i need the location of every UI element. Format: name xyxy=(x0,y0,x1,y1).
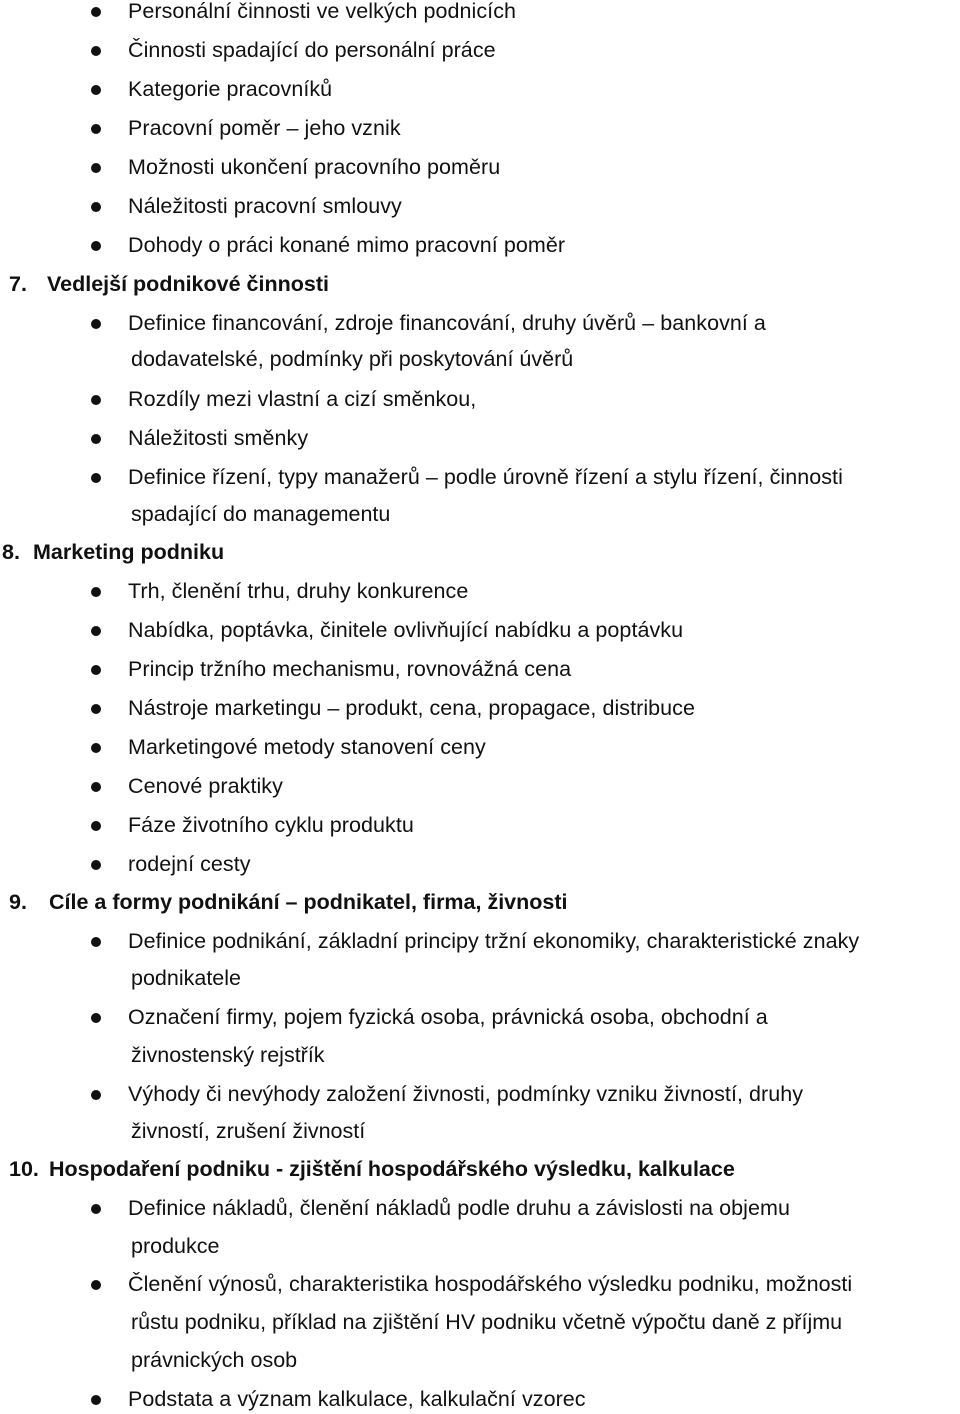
list-item xyxy=(0,771,960,801)
bullet-icon xyxy=(91,46,101,56)
list-item xyxy=(0,1002,960,1032)
section-number: 7. xyxy=(9,272,27,296)
list-item-continuation: právnických osob xyxy=(131,1348,298,1372)
list-item-text: Pracovní poměr – jeho vznik xyxy=(128,116,401,140)
bullet-icon xyxy=(91,1280,101,1290)
bullet-icon xyxy=(91,1204,101,1214)
list-item-text: Definice podnikání, základní principy tržní ekonomiky, charakteristické znaky xyxy=(128,929,860,953)
list-item xyxy=(0,113,960,143)
list-item xyxy=(0,1079,960,1109)
list-item-continuation: živnostenský rejstřík xyxy=(131,1043,325,1067)
list-item xyxy=(0,462,960,492)
bullet-icon xyxy=(91,319,101,329)
bullet-icon xyxy=(91,937,101,947)
list-item-text: Kategorie pracovníků xyxy=(128,77,333,101)
list-item xyxy=(0,732,960,762)
bullet-icon xyxy=(91,124,101,134)
list-item-text: Označení firmy, pojem fyzická osoba, právnická osoba, obchodní a xyxy=(128,1005,768,1029)
list-item-text: Nástroje marketingu – produkt, cena, propagace, distribuce xyxy=(128,696,695,720)
list-item-text: Rozdíly mezi vlastní a cizí směnkou, xyxy=(128,387,477,411)
bullet-icon xyxy=(91,7,101,17)
section-heading: Marketing podniku xyxy=(33,540,225,564)
list-item xyxy=(0,926,960,956)
list-item xyxy=(0,230,960,260)
list-item-text: Marketingové metody stanovení ceny xyxy=(128,735,486,759)
bullet-icon xyxy=(91,202,101,212)
list-item-continuation: spadající do managementu xyxy=(131,502,391,526)
section-number: 9. xyxy=(9,890,27,914)
list-item xyxy=(0,35,960,65)
bullet-icon xyxy=(91,782,101,792)
list-item-text: Definice řízení, typy manažerů – podle úrovně řízení a stylu řízení, činnosti xyxy=(128,465,843,489)
bullet-icon xyxy=(91,1013,101,1023)
list-item-continuation: produkce xyxy=(131,1234,220,1258)
list-item-text: Podstata a význam kalkulace, kalkulační vzorec xyxy=(128,1387,586,1411)
section-heading: Hospodaření podniku - zjištění hospodářského výsledku, kalkulace xyxy=(49,1157,735,1181)
list-item-text: Náležitosti pracovní smlouvy xyxy=(128,194,402,218)
list-item xyxy=(0,191,960,221)
list-item-text: Členění výnosů, charakteristika hospodářského výsledku podniku, možnosti xyxy=(128,1272,853,1296)
list-item-text: Činnosti spadající do personální práce xyxy=(128,38,496,62)
list-item-text: Trh, členění trhu, druhy konkurence xyxy=(128,579,469,603)
list-item xyxy=(0,654,960,684)
list-item-continuation: podnikatele xyxy=(131,966,241,990)
list-item xyxy=(0,576,960,606)
list-item xyxy=(0,74,960,104)
list-item-text: Výhody či nevýhody založení živnosti, podmínky vzniku živností, druhy xyxy=(128,1082,804,1106)
list-item-text: Personální činnosti ve velkých podnicích xyxy=(128,0,517,23)
bullet-icon xyxy=(91,665,101,675)
bullet-icon xyxy=(91,860,101,870)
list-item-text: Fáze životního cyklu produktu xyxy=(128,813,414,837)
list-item xyxy=(0,0,960,26)
list-item-text: Definice financování, zdroje financování, druhy úvěrů – bankovní a xyxy=(128,311,766,335)
bullet-icon xyxy=(91,85,101,95)
section-number: 8. xyxy=(2,540,20,564)
list-item-text: Princip tržního mechanismu, rovnovážná cena xyxy=(128,657,572,681)
list-item xyxy=(0,152,960,182)
bullet-icon xyxy=(91,704,101,714)
list-item xyxy=(0,384,960,414)
bullet-icon xyxy=(91,1090,101,1100)
list-item-continuation: růstu podniku, příklad na zjištění HV podniku včetně výpočtu daně z příjmu xyxy=(131,1310,843,1334)
list-item-text: Náležitosti směnky xyxy=(128,426,309,450)
list-item xyxy=(0,810,960,840)
list-item-continuation: dodavatelské, podmínky při poskytování úvěrů xyxy=(131,347,574,371)
bullet-icon xyxy=(91,743,101,753)
bullet-icon xyxy=(91,395,101,405)
list-item xyxy=(0,693,960,723)
list-item-text: Možnosti ukončení pracovního poměru xyxy=(128,155,501,179)
bullet-icon xyxy=(91,587,101,597)
bullet-icon xyxy=(91,821,101,831)
bullet-icon xyxy=(91,434,101,444)
list-item xyxy=(0,1384,960,1414)
bullet-icon xyxy=(91,241,101,251)
list-item xyxy=(0,615,960,645)
list-item xyxy=(0,1193,960,1223)
list-item-text: Cenové praktiky xyxy=(128,774,283,798)
list-item-continuation: živností, zrušení živností xyxy=(131,1119,366,1143)
list-item xyxy=(0,849,960,879)
list-item-text: Nabídka, poptávka, činitele ovlivňující nabídku a poptávku xyxy=(128,618,684,642)
bullet-icon xyxy=(91,473,101,483)
list-item-text: Dohody o práci konané mimo pracovní poměr xyxy=(128,233,566,257)
section-number: 10. xyxy=(9,1157,39,1181)
list-item xyxy=(0,423,960,453)
bullet-icon xyxy=(91,626,101,636)
list-item xyxy=(0,1269,960,1299)
list-item xyxy=(0,308,960,338)
list-item-text: rodejní cesty xyxy=(128,852,251,876)
list-item-text: Definice nákladů, členění nákladů podle druhu a závislosti na objemu xyxy=(128,1196,790,1220)
bullet-icon xyxy=(91,1395,101,1405)
bullet-icon xyxy=(91,163,101,173)
section-heading: Vedlejší podnikové činnosti xyxy=(47,272,329,296)
section-heading: Cíle a formy podnikání – podnikatel, firma, živnosti xyxy=(49,890,568,914)
